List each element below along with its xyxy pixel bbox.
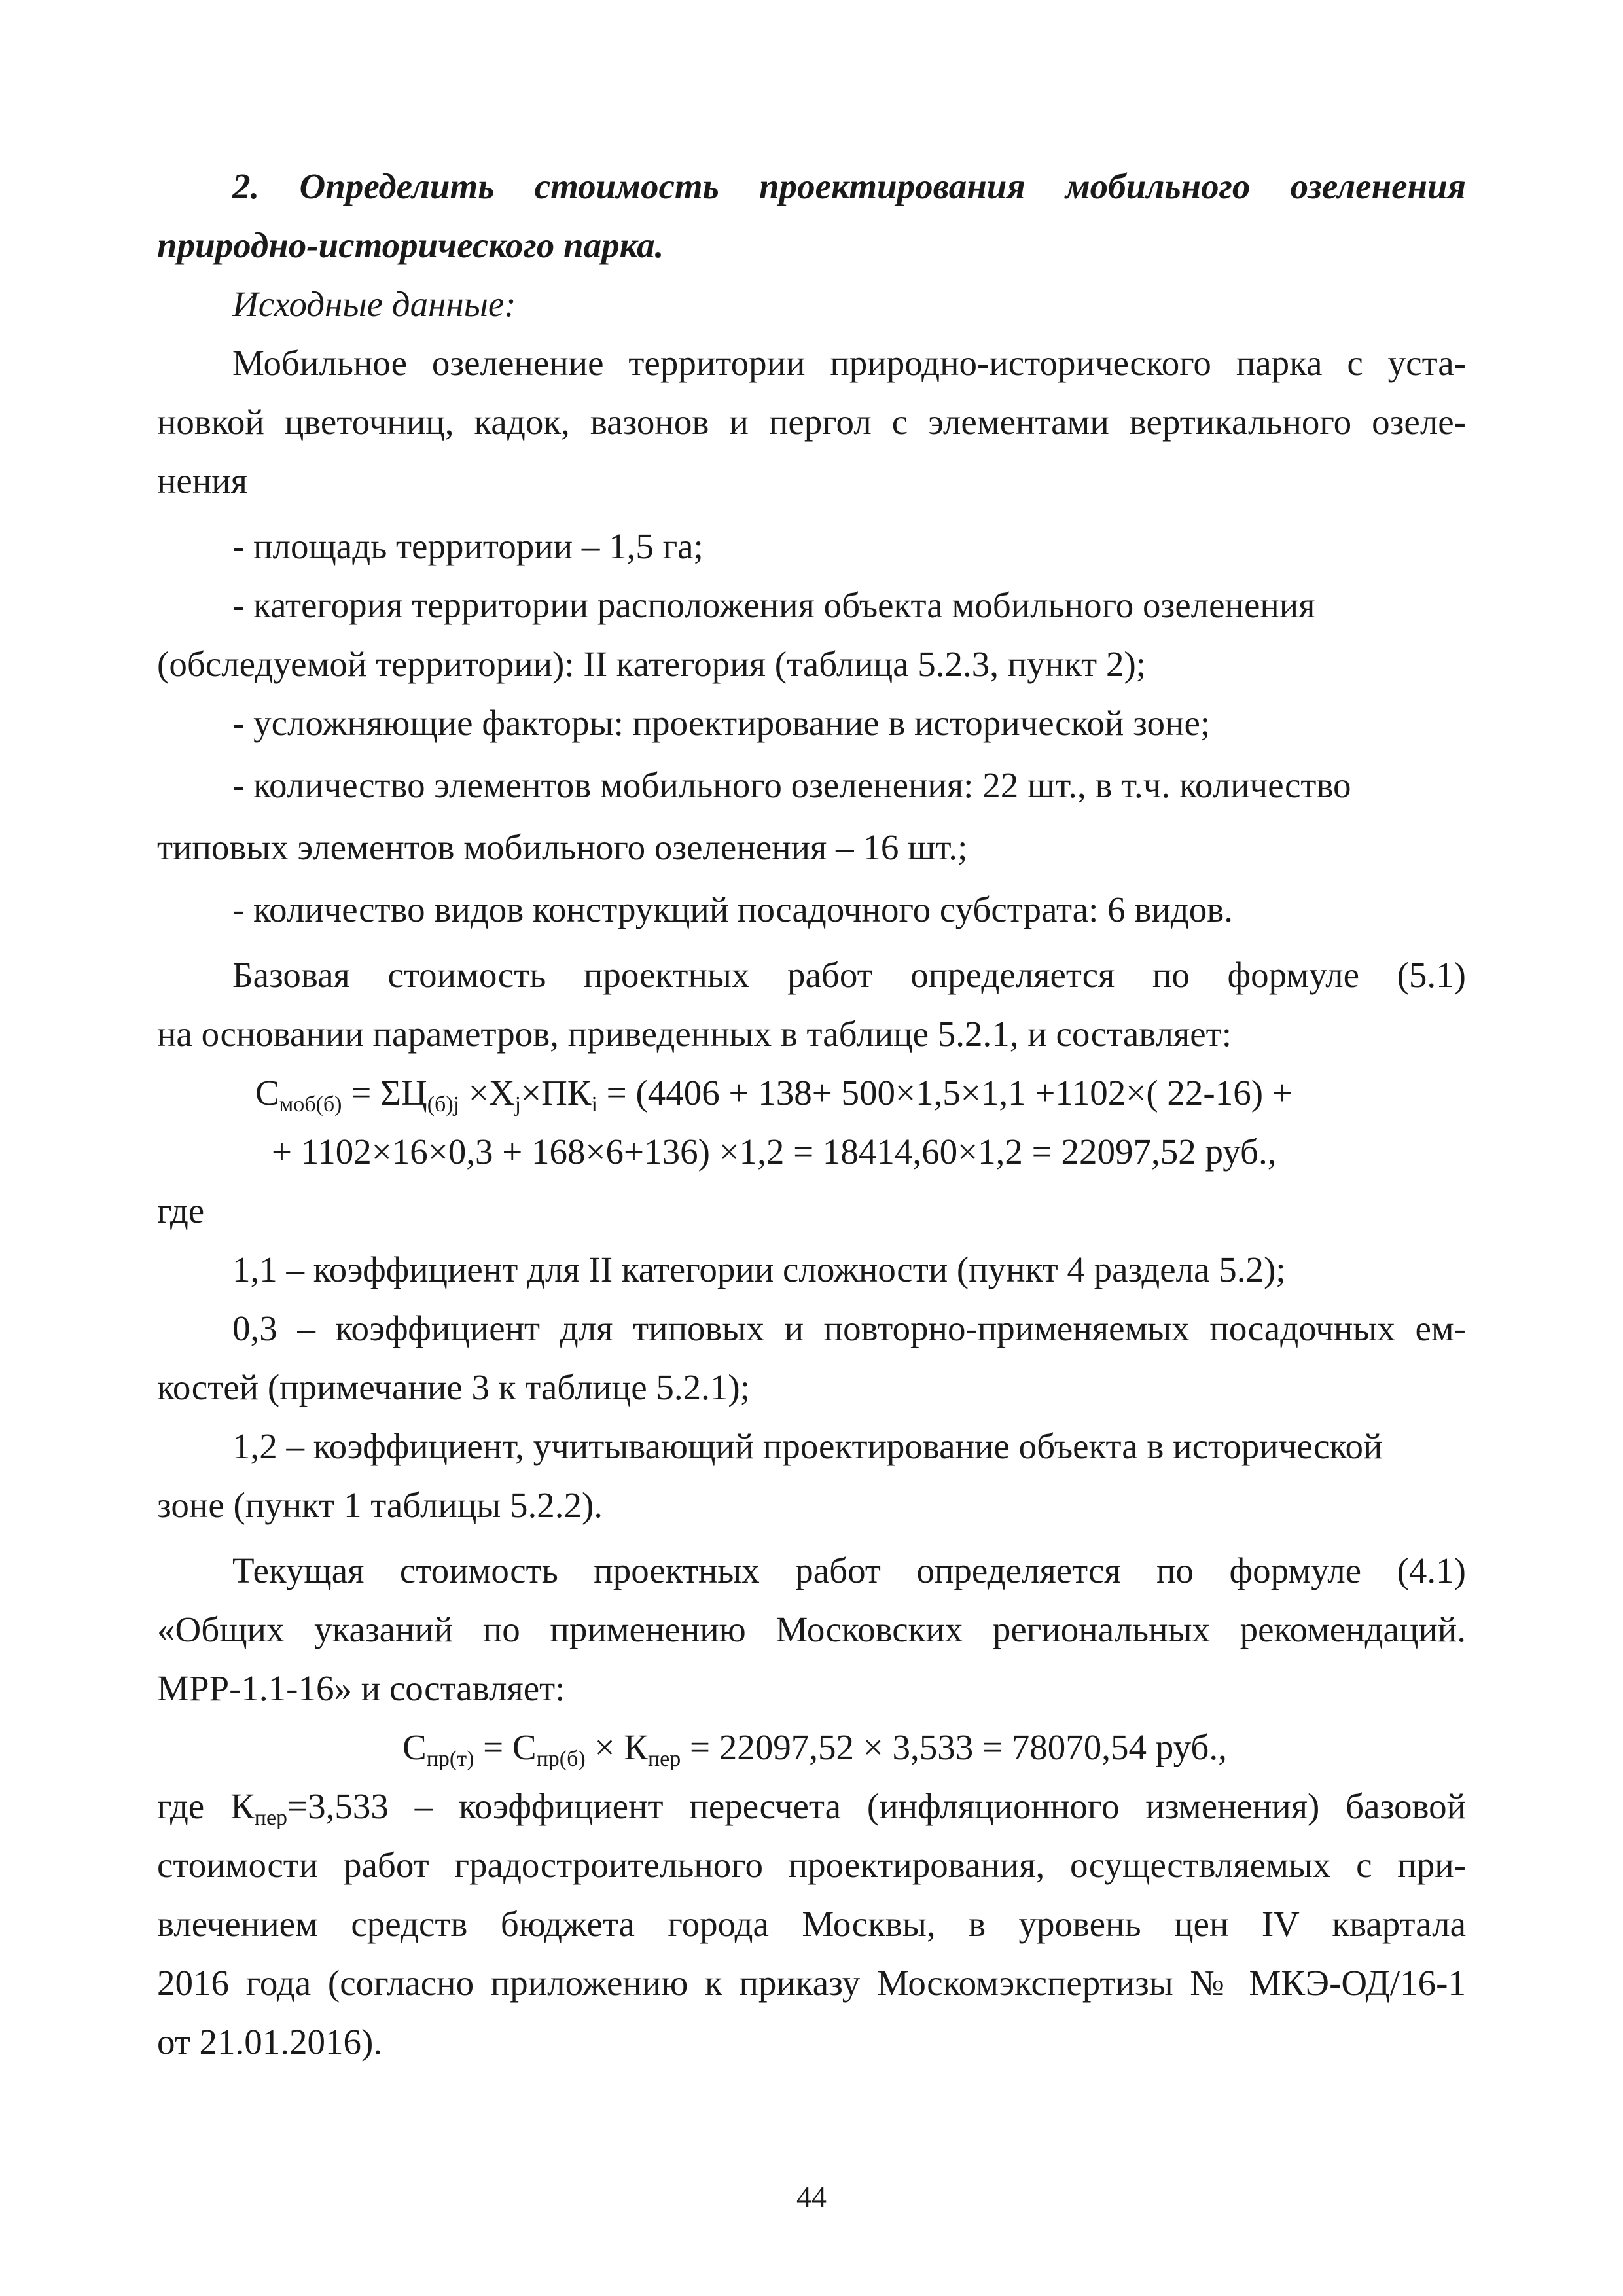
base-cost-intro-line-1: Базовая стоимость проектных работ определяется по формуле (5.1) [232,955,1466,995]
base-cost-formula-line-1: $С_{моб(б)} = \Sigma Ц_{(б)j} \times Х_j\times ПК_i = (4406 + 138+ 500\times 1,5\times 1,1 +1102\times$( 22-16) + [255,1073,1293,1117]
item-count-line-1: - количество элементов мобильного озеленения: 22 шт., в т.ч. количество [232,765,1351,805]
coefficient-1-2-line-2: зоне (пункт 1 таблицы 5.2.2). [157,1485,603,1525]
where-label: где [157,1191,205,1230]
page-number: 44 [796,2180,827,2214]
description-line-3: нения [157,461,248,501]
recalc-coefficient-line-2: стоимости работ градостроительного проектирования, осуществляемых с при- [157,1845,1466,1885]
item-factors: - усложняющие факторы: проектирование в исторической зоне; [232,703,1211,743]
coefficient-0-3-line-1: 0,3 – коэффициент для типовых и повторно-применяемых посадочных ем- [232,1308,1466,1348]
recalc-coefficient-line-1: где $К_{пер}=3,533$ – коэффициент пересчета (инфляционного изменения) базовой [157,1786,1466,1830]
item-count-line-2: типовых элементов мобильного озеленения – 16 шт.; [157,827,968,867]
item-category-line-2: (обследуемой территории): II категория (таблица 5.2.3, пункт 2); [157,644,1147,684]
current-cost-formula: $С_{пр(т)} = С_{пр(б)} \times К_{пер} = 22097,52 \times 3,533 = 78070,54$ руб., [402,1727,1227,1771]
coefficient-0-3-line-2: костей (примечание 3 к таблице 5.2.1); [157,1367,750,1407]
source-data-label: Исходные данные: [232,284,516,324]
item-category-line-1: - категория территории расположения объекта мобильного озеленения [232,585,1315,625]
coefficient-1-2-line-1: 1,2 – коэффициент, учитывающий проектирование объекта в исторической [232,1426,1383,1466]
item-area: - площадь территории – 1,5 га; [232,526,704,566]
heading-line-2: природно-исторического парка. [157,225,664,265]
recalc-coefficient-line-4: 2016 года (согласно приложению к приказу Москомэкспертизы № МКЭ-ОД/16-1 [157,1963,1466,2003]
recalc-coefficient-line-5: от 21.01.2016). [157,2022,383,2062]
base-cost-formula-line-2: + 1102×16×0,3 + 168×6+136) ×1,2 = 18414,60×1,2 = 22097,52 руб., [272,1132,1277,1172]
base-cost-intro-line-2: на основании параметров, приведенных в таблице 5.2.1, и составляет: [157,1014,1232,1054]
description-line-2: новкой цветочниц, кадок, вазонов и пергол с элементами вертикального озеле- [157,402,1466,442]
recalc-coefficient-line-3: влечением средств бюджета города Москвы, в уровень цен IV квартала [157,1904,1466,1944]
current-cost-intro-line-1: Текущая стоимость проектных работ определяется по формуле (4.1) [232,1551,1466,1590]
current-cost-intro-line-2: «Общих указаний по применению Московских региональных рекомендаций. [157,1609,1466,1649]
description-line-1: Мобильное озеленение территории природно-исторического парка с уста- [232,343,1466,383]
heading-line-1: 2. Определить стоимость проектирования мобильного озеленения [232,166,1466,206]
coefficient-1-1: 1,1 – коэффициент для II категории сложности (пункт 4 раздела 5.2); [232,1249,1286,1289]
item-substrate: - количество видов конструкций посадочного субстрата: 6 видов. [232,889,1233,929]
current-cost-intro-line-3: МРР-1.1-16» и составляет: [157,1668,565,1708]
